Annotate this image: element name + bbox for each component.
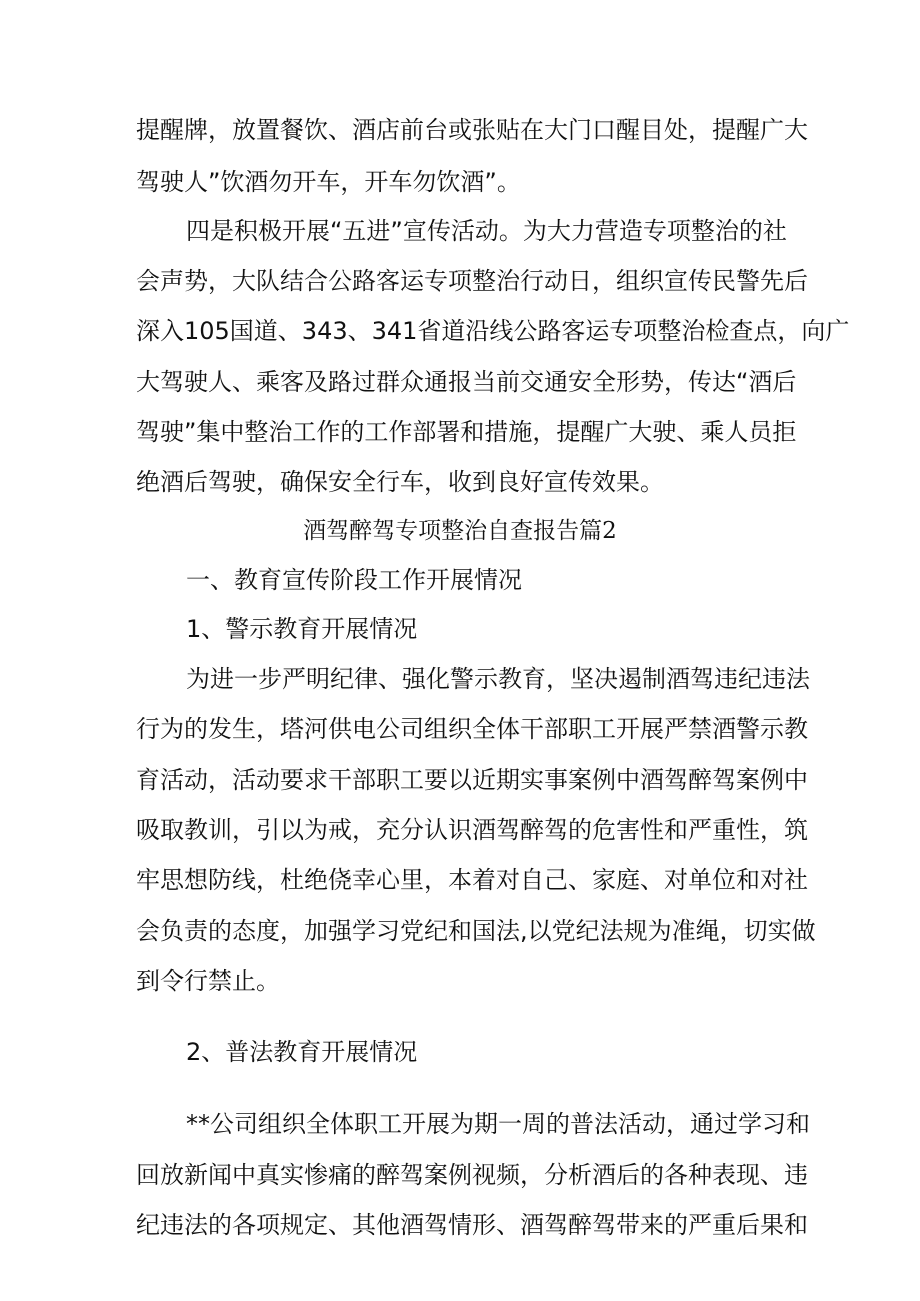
text-line: 吸取教训，引以为戒，充分认识酒驾醉驾的危害性和严重性，筑 xyxy=(136,816,808,844)
text-line: 驾驶”集中整治工作的工作部署和措施，提醒广大驶、乘人员拒 xyxy=(136,418,797,446)
text-line: 到令行禁止。 xyxy=(136,967,280,995)
text-line: 牢思想防线，杜绝侥幸心里，本着对自己、家庭、对单位和对社 xyxy=(136,866,808,894)
section-heading: 一、教育宣传阶段工作开展情况 xyxy=(186,566,522,594)
text-line: 为进一步严明纪律、强化警示教育，坚决遏制酒驾违纪违法 xyxy=(186,665,810,693)
text-line: 行为的发生，塔河供电公司组织全体干部职工开展严禁酒警示教 xyxy=(136,715,808,743)
text-line: 会负责的态度，加强学习党纪和国法,以党纪法规为准绳，切实做 xyxy=(136,917,816,945)
text-line: 会声势，大队结合公路客运专项整治行动日，组织宣传民警先后 xyxy=(136,267,808,295)
text-line: 提醒牌，放置餐饮、酒店前台或张贴在大门口醒目处，提醒广大 xyxy=(136,116,808,144)
text-line: 深入105国道、343、341省道沿线公路客运专项整治检查点，向广 xyxy=(136,317,850,345)
text-line: 绝酒后驾驶，确保安全行车，收到良好宣传效果。 xyxy=(136,468,664,496)
text-line: 大驾驶人、乘客及路过群众通报当前交通安全形势，传达“酒后 xyxy=(136,368,797,396)
text-line: **公司组织全体职工开展为期一周的普法活动，通过学习和 xyxy=(186,1110,810,1138)
text-line: 四是积极开展“五进”宣传活动。为大力营造专项整治的社 xyxy=(186,217,787,245)
text-line: 回放新闻中真实惨痛的醉驾案例视频，分析酒后的各种表现、违 xyxy=(136,1161,808,1189)
sub-heading: 1、警示教育开展情况 xyxy=(186,615,418,643)
text-line: 纪违法的各项规定、其他酒驾情形、酒驾醉驾带来的严重后果和 xyxy=(136,1211,808,1239)
text-line: 育活动，活动要求干部职工要以近期实事案例中酒驾醉驾案例中 xyxy=(136,766,808,794)
report-title: 酒驾醉驾专项整治自查报告篇2 xyxy=(303,518,617,544)
sub-heading: 2、普法教育开展情况 xyxy=(186,1038,418,1066)
text-line: 驾驶人”饮酒勿开车，开车勿饮酒”。 xyxy=(136,168,521,196)
